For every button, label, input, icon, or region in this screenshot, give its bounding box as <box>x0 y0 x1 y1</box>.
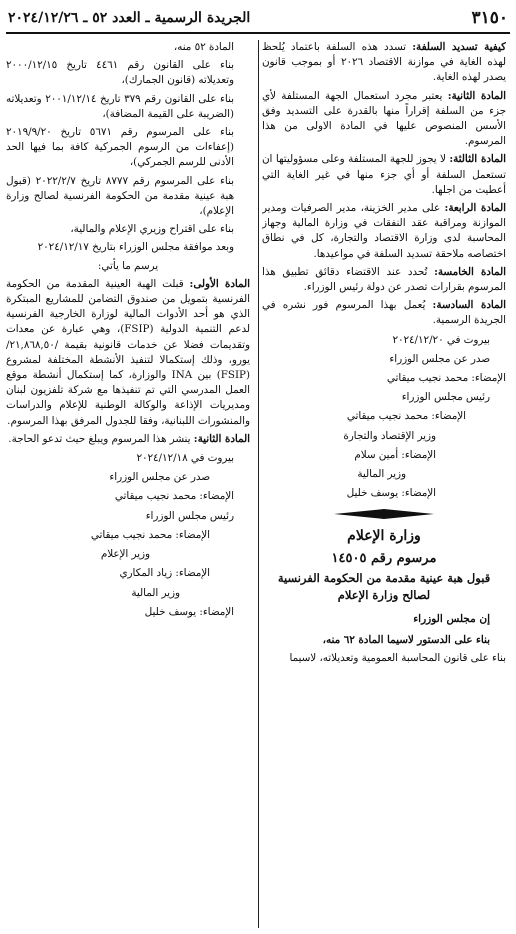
signature-line: الإمضاء: يوسف خليل <box>144 605 234 618</box>
left-column <box>6 40 250 930</box>
page-number: ٣١٥٠ <box>471 8 508 28</box>
signature-line: الإمضاء: محمد نجيب ميقاتي <box>114 490 234 503</box>
signature-line: صدر عن مجلس الوزراء <box>389 352 490 365</box>
signature-line: وزير الإعلام <box>100 548 150 561</box>
article-text: تسدد هذه السلفة باعتماد يُلحظ لهذه الغاية في موازنة الاقتصاد ٢٠٢٦ أو بموجب قانون يصدر لهذه الغاية. <box>262 41 506 84</box>
article-text: على مدير الخزينة، مدير الصرفيات ومدير الموازنة ومراقبة عقد النفقات في وزارة المالية وجهاز المحاسبة لدى وزارة الاقتصاد والتجارة، كل في نطاق اختصاصه ملاحقة تسديد السلفة في مواعيدها. <box>262 202 506 260</box>
article-two <box>262 89 506 150</box>
article-payment-method <box>262 40 506 86</box>
signature-line: رئيس مجلس الوزراء <box>145 509 234 522</box>
legal-basis-line: بناء على القانون رقم ٣٧٩ تاريخ ٢٠٠١/١٢/١٤ وتعديلاته (الضريبة على القيمة المضافة)، <box>6 92 234 120</box>
article-text: تُحدد عند الاقتضاء دقائق تطبيق هذا المرسوم بقرارات تصدر عن دولة رئيس الوزراء. <box>262 265 506 294</box>
article-five <box>262 265 506 295</box>
article-four <box>262 201 506 262</box>
article-six <box>262 298 506 328</box>
article-label: المادة الثالثة: <box>449 153 506 166</box>
legal-basis-line: بناء على القانون رقم ٤٤٦١ تاريخ ٢٠٠٠/١٢/١٥ وتعديلاته (قانون الجمارك)، <box>6 59 234 87</box>
article-label: المادة الثانية: <box>193 432 250 445</box>
article-text: ينشر هذا المرسوم ويبلغ حيث تدعو الحاجة. <box>8 432 194 445</box>
article-label: كيفية تسديد السلفة: <box>412 41 506 53</box>
header-rule <box>6 32 510 34</box>
signature-line: رئيس مجلس الوزراء <box>401 391 490 404</box>
signature-line: الإمضاء: محمد نجيب ميقاتي <box>90 528 210 541</box>
article-two <box>6 432 250 447</box>
article-label: المادة الثانية: <box>447 89 506 102</box>
page-header <box>8 6 508 30</box>
signature-line: الإمضاء: أمين سلام <box>354 448 436 461</box>
legal-basis-line: بناء على قانون المحاسبة العمومية وتعديلاته، لاسيما <box>289 652 506 665</box>
legal-basis-line: وبعد موافقة مجلس الوزراء بتاريخ ٢٠٢٤/١٢/١٧ <box>37 241 234 254</box>
decree-number: مرسوم رقم ١٤٥٠٥ <box>331 550 437 566</box>
article-one <box>6 277 250 429</box>
decree-title: قبول هبة عينية مقدمة من الحكومة الفرنسية لصالح وزارة الإعلام <box>277 570 491 602</box>
council-heading: إن مجلس الوزراء <box>413 612 490 625</box>
article-label: المادة السادسة: <box>432 299 506 312</box>
article-text: يُعمل بهذا المرسوم فور نشره في الجريدة الرسمية. <box>262 299 506 327</box>
signature-line: وزير الإقتصاد والتجارة <box>343 429 436 442</box>
signature-line: وزير المالية <box>131 586 180 599</box>
article-label: المادة الأولى: <box>189 277 250 290</box>
signature-line: الإمضاء: محمد نجيب ميقاتي <box>346 410 466 423</box>
decree-date: بيروت في ٢٠٢٤/١٢/١٨ <box>136 452 234 465</box>
signature-line: الإمضاء: زياد المكاري <box>119 567 210 580</box>
right-column <box>262 40 506 930</box>
signature-line: الإمضاء: محمد نجيب ميقاتي <box>386 372 506 385</box>
article-label: المادة الرابعة: <box>444 202 506 215</box>
gazette-issue-line: الجريدة الرسمية ـ العدد ٥٢ ـ ٢٠٢٤/١٢/٢٦ <box>8 10 251 26</box>
ornament-divider-icon <box>334 509 434 519</box>
section-ornament <box>262 509 506 519</box>
article-label: المادة الخامسة: <box>434 265 506 278</box>
ministry-heading: وزارة الإعلام <box>347 528 421 545</box>
legal-basis-line: بناء على الدستور لاسيما المادة ٦٢ منه، <box>322 634 490 647</box>
article-text: لا يجوز للجهة المستلفة وعلى مسؤوليتها ان تستعمل السلفة أو أي جزء منها في غير الغاية التي أعطيت من اجلها. <box>262 153 506 196</box>
decree-formula: يرسم ما يأتي: <box>97 259 159 272</box>
article-text: يعتبر مجرد استعمال الجهة المستلفة لأي جزء من السلفة إقراراً منها بالقدرة على التسديد وفق الأسس المنصوص عليها في المادة الاولى من هذا المرسوم. <box>262 89 506 148</box>
signature-line: صدر عن مجلس الوزراء <box>109 471 210 484</box>
legal-basis-line: بناء على اقتراح وزيري الإعلام والمالية، <box>70 223 234 236</box>
decree-date: بيروت في ٢٠٢٤/١٢/٢٠ <box>392 333 490 346</box>
signature-line: وزير المالية <box>357 468 406 481</box>
legal-basis-line: بناء على المرسوم رقم ٨٧٧٧ تاريخ ٢٠٢٢/٢/٧ (قبول هبة عينية مقدمة من الحكومة الفرنسية لصالح وزارة الإعلام)، <box>6 174 234 218</box>
legal-basis-line: بناء على المرسوم رقم ٥٦٧١ تاريخ ٢٠١٩/٩/٢٠ (إعفاءات من الرسوم الجمركية كافة بما فيها الحد الأدنى للرسم الجمركي)، <box>6 126 234 169</box>
signature-line: الإمضاء: يوسف خليل <box>346 487 436 500</box>
legal-basis-line: المادة ٥٢ منه، <box>173 41 234 53</box>
article-three <box>262 152 506 198</box>
column-divider <box>258 40 259 928</box>
article-text: قبلت الهبة العينية المقدمة من الحكومة الفرنسية بتمويل من صندوق التضامن للمشاريع المبتكرة الذي هو أحد الأدوات المالية لوزارة الخارجية الفرنسية لدعم التنمية الدولية (FSIP)، وهي عبارة عن معدات وتقديمات فضلا عن خدمات قانونية بقيمة /٢١,٨٦٨,٥٠/ يورو، وذلك إستكمالا لتنفيذ الأنشطة المختلفة لمشروع (FSIP) بين INA والوزارة، كما إستكمال أنشطة موقع العمل المدرسي التي تم تنفيذها مع شركة تلفزيون لبنان ومديريات الإذاعة والوكالة الوطنية للإعلام والدراسات والمنشورات اللبنانية، وفقا للجدول المرفق بهذا المرسوم. <box>6 277 250 427</box>
